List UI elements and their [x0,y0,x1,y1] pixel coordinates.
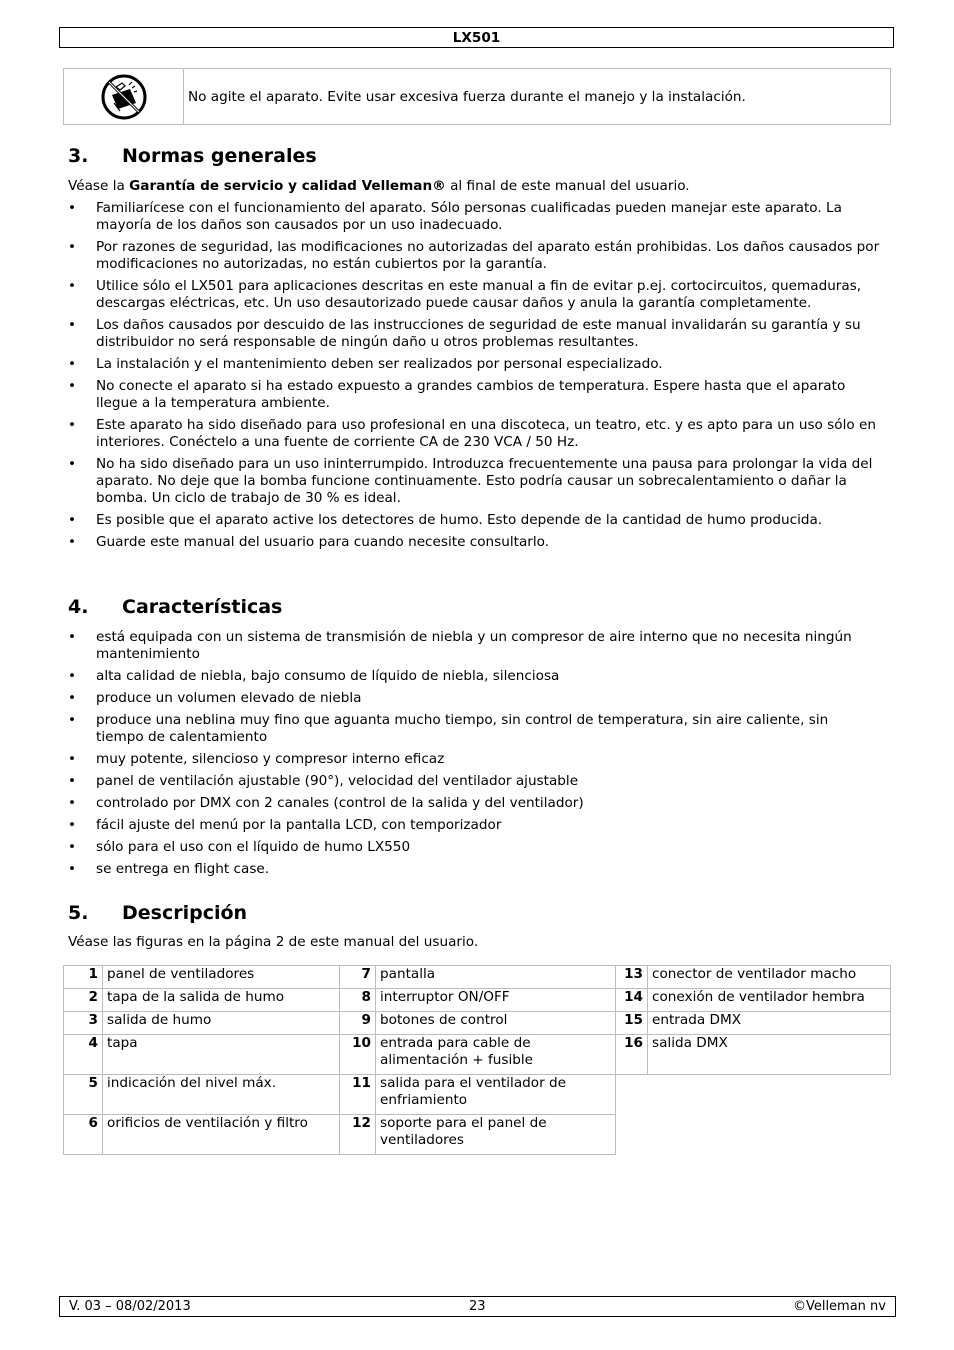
section-4-heading [68,596,282,618]
list-item: • alta calidad de niebla, bajo consumo de líquido de niebla, silenciosa [68,668,880,685]
list-item: • Por razones de seguridad, las modificaciones no autorizadas del aparato están prohibidas. Los daños causados por modificaciones no autorizadas, no están cubiertos por la garantía. [68,239,880,273]
part-number: 16 [616,1035,648,1075]
list-item: • Los daños causados por descuido de las instrucciones de seguridad de este manual invalidarán su garantía y su distribuidor no será responsable de ningún daño u otros problemas resultantes. [68,317,880,351]
list-item: • Es posible que el aparato active los detectores de humo. Esto depende de la cantidad de humo producida. [68,512,880,529]
list-item: • No conecte el aparato si ha estado expuesto a grandes cambios de temperatura. Espere hasta que el aparato llegue a la temperatura ambiente. [68,378,880,412]
part-number: 3 [64,1012,103,1035]
part-number: 14 [616,989,648,1012]
version-date: V. 03 – 08/02/2013 [69,1299,191,1314]
part-label: salida DMX [648,1035,891,1075]
warning-box [63,68,891,125]
part-label: salida para el ventilador de enfriamiento [376,1075,616,1115]
part-label: indicación del nivel máx. [103,1075,340,1115]
part-number: 12 [340,1115,376,1155]
features-list [68,629,880,883]
part-label: conexión de ventilador hembra [648,989,891,1012]
part-number: 8 [340,989,376,1012]
part-label: botones de control [376,1012,616,1035]
part-number: 15 [616,1012,648,1035]
part-label: tapa [103,1035,340,1075]
section-4-title: Características [122,596,283,618]
section-3-number: 3. [68,145,89,167]
part-label: pantalla [376,966,616,989]
part-number: 6 [64,1115,103,1155]
list-item: • produce una neblina muy fino que aguanta mucho tiempo, sin control de temperatura, sin aire caliente, sin tiempo de calentamiento [68,712,880,746]
table-row [64,1035,891,1075]
list-item: • panel de ventilación ajustable (90°), velocidad del ventilador ajustable [68,773,880,790]
part-number: 1 [64,966,103,989]
part-label: entrada DMX [648,1012,891,1035]
list-item: • Utilice sólo el LX501 para aplicaciones descritas en este manual a fin de evitar p.ej. cortocircuitos, quemaduras, descargas eléctricas, etc. Un uso desautorizado puede causar daños y anula la garantía completamente. [68,278,880,312]
table-row [64,989,891,1012]
part-number: 5 [64,1075,103,1115]
section-5-number: 5. [68,902,89,924]
intro-text-post: al final de este manual del usuario. [445,178,690,194]
page-number: 23 [469,1299,486,1314]
parts-table [63,965,891,1155]
empty-cell [616,1115,891,1155]
list-item: • controlado por DMX con 2 canales (control de la salida y del ventilador) [68,795,880,812]
part-label: salida de humo [103,1012,340,1035]
section-4-number: 4. [68,596,89,618]
list-item: • sólo para el uso con el líquido de humo LX550 [68,839,880,856]
part-number: 9 [340,1012,376,1035]
part-label: panel de ventiladores [103,966,340,989]
part-label: tapa de la salida de humo [103,989,340,1012]
table-row [64,1115,891,1155]
warning-icon-cell [64,69,184,124]
list-item: • fácil ajuste del menú por la pantalla LCD, con temporizador [68,817,880,834]
part-number: 11 [340,1075,376,1115]
empty-cell [616,1075,891,1115]
list-item: • se entrega en flight case. [68,861,880,878]
part-number: 10 [340,1035,376,1075]
list-item: • La instalación y el mantenimiento deben ser realizados por personal especializado. [68,356,880,373]
copyright: ©Velleman nv [792,1299,886,1314]
part-label: entrada para cable de alimentación + fusible [376,1035,616,1075]
part-number: 13 [616,966,648,989]
section-5-intro: Véase las figuras en la página 2 de este manual del usuario. [68,934,479,950]
list-item: • Familiarícese con el funcionamiento del aparato. Sólo personas cualificadas pueden manejar este aparato. La mayoría de los daños son causados por un uso inadecuado. [68,200,880,234]
document-title: LX501 [452,30,501,46]
table-row [64,1075,891,1115]
document-header [59,27,894,48]
list-item: • Este aparato ha sido diseñado para uso profesional en una discoteca, un teatro, etc. y es apto para un uso sólo en interiores. Conéctelo a una fuente de corriente CA de 230 VCA / 50 Hz. [68,417,880,451]
section-3-intro [68,178,690,194]
warning-text-cell [184,69,890,124]
warning-text: No agite el aparato. Evite usar excesiva fuerza durante el manejo y la instalación. [188,88,746,105]
list-item: • produce un volumen elevado de niebla [68,690,880,707]
part-label: orificios de ventilación y filtro [103,1115,340,1155]
part-label: conector de ventilador macho [648,966,891,989]
section-5-heading [68,902,247,924]
table-row [64,1012,891,1035]
list-item: • está equipada con un sistema de transmisión de niebla y un compresor de aire interno que no necesita ningún mantenimiento [68,629,880,663]
list-item: • Guarde este manual del usuario para cuando necesite consultarlo. [68,534,880,551]
section-5-title: Descripción [122,902,248,924]
list-item: • No ha sido diseñado para un uso ininterrumpido. Introduzca frecuentemente una pausa para prolongar la vida del aparato. No deje que la bomba funcione continuamente. Esto podría causar un sobrecalentamiento o dañar la bomba. Un ciclo de trabajo de 30 % es ideal. [68,456,880,507]
part-number: 2 [64,989,103,1012]
section-3-heading [68,145,317,167]
general-rules-list [68,200,880,556]
part-number: 7 [340,966,376,989]
table-row [64,966,891,989]
part-label: interruptor ON/OFF [376,989,616,1012]
part-label: soporte para el panel de ventiladores [376,1115,616,1155]
part-number: 4 [64,1035,103,1075]
list-item: • muy potente, silencioso y compresor interno eficaz [68,751,880,768]
no-shaking-icon [100,73,148,121]
warranty-reference: Garantía de servicio y calidad Velleman® [129,178,446,194]
section-3-title: Normas generales [122,145,317,167]
intro-text-pre: Véase la [68,178,130,194]
document-footer [59,1296,896,1317]
